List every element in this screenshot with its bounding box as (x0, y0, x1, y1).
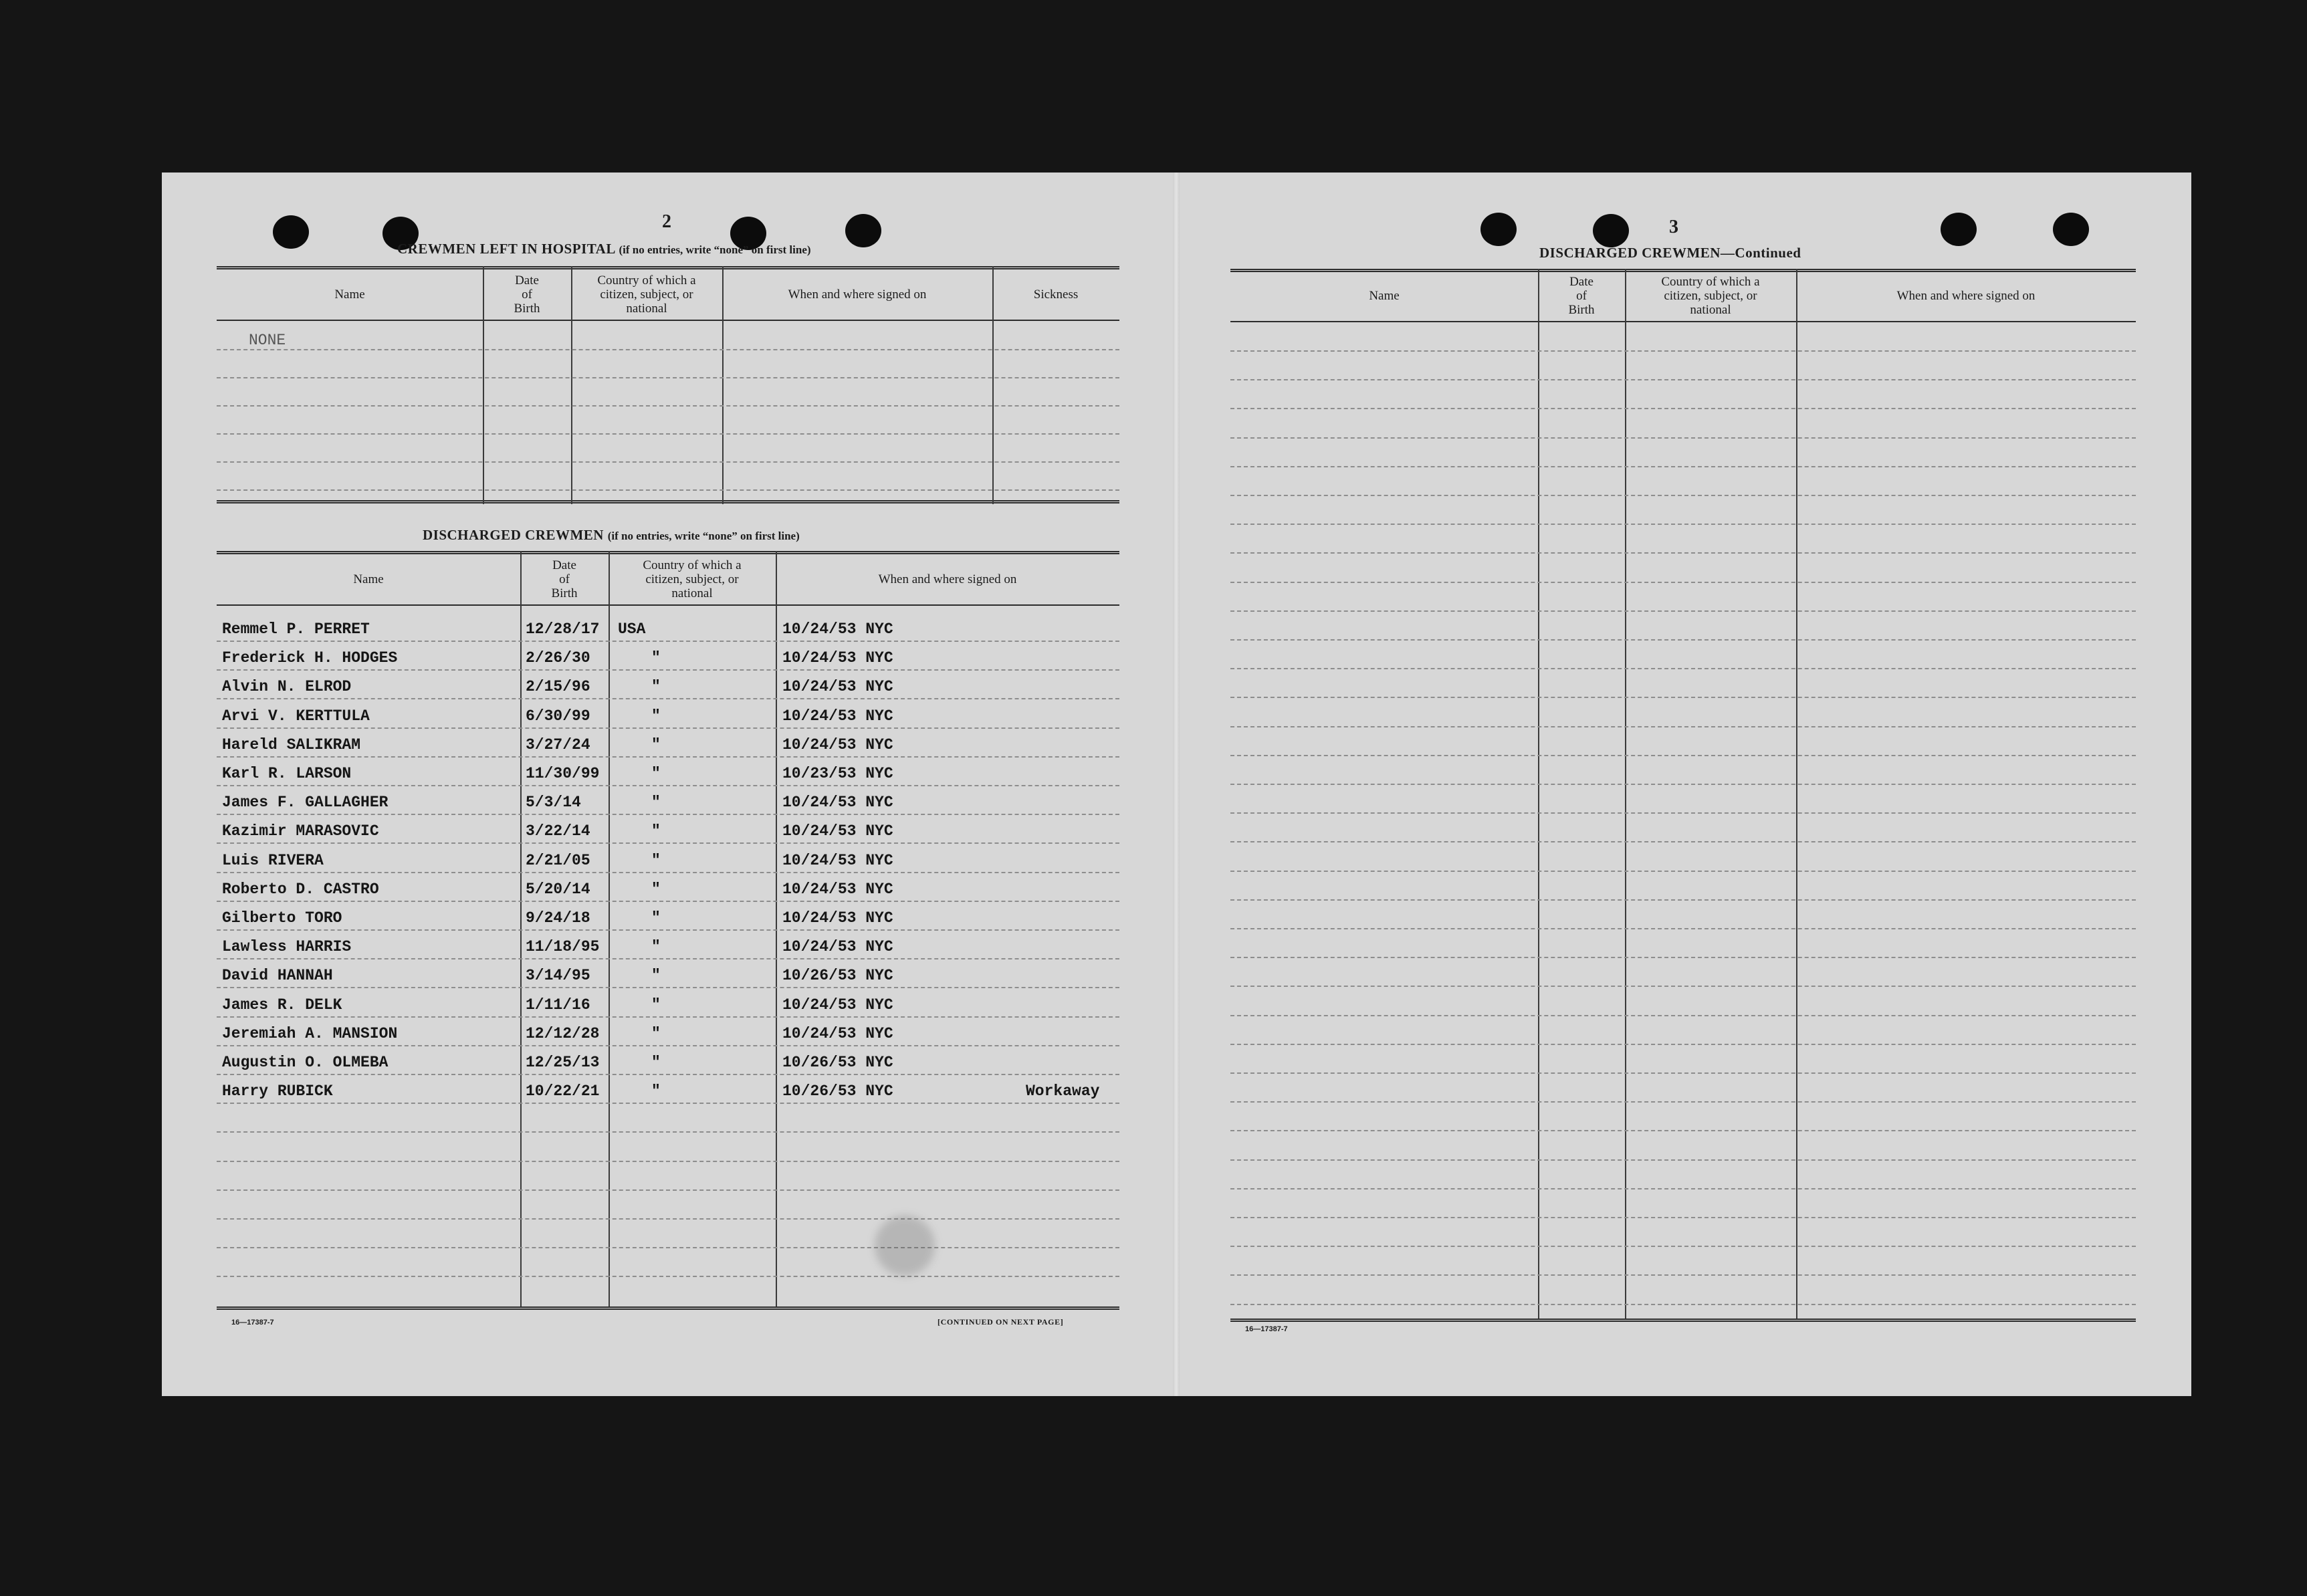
cell-name: Arvi V. KERTTULA (222, 707, 370, 725)
page-number: 3 (1669, 217, 1678, 237)
column-header: Name (1369, 288, 1400, 303)
punch-hole (845, 214, 881, 247)
entry-line (1230, 466, 2136, 467)
entry-line (1230, 1217, 2136, 1218)
hospital-section-title (397, 241, 811, 257)
entry-line (217, 698, 1119, 699)
entry-line (217, 641, 1119, 642)
entry-line (1230, 755, 2136, 756)
cell-dob: 9/24/18 (526, 909, 590, 927)
cell-signed-on: 10/24/53 NYC (782, 909, 893, 927)
column-divider (776, 551, 777, 1306)
column-header: Date of Birth (514, 273, 540, 316)
page-number: 2 (662, 211, 671, 232)
discharged-section-title (423, 527, 800, 544)
cell-signed-on: 10/24/53 NYC (782, 996, 893, 1014)
ink-smudge (875, 1216, 935, 1276)
cell-dob: 3/14/95 (526, 967, 590, 985)
cell-dob: 3/27/24 (526, 735, 590, 754)
cell-dob: 11/30/99 (526, 765, 600, 782)
discharged-title-text: DISCHARGED CREWMEN (423, 527, 604, 543)
continued-note: [CONTINUED ON NEXT PAGE] (938, 1317, 1064, 1327)
entry-line (217, 929, 1119, 931)
cell-dob: 5/20/14 (526, 880, 590, 898)
punch-hole (1593, 214, 1629, 247)
form-number: 16—17387-7 (231, 1319, 274, 1327)
cell-name: Augustin O. OLMEBA (222, 1054, 389, 1071)
entry-line (1230, 1130, 2136, 1131)
column-divider (609, 551, 610, 1306)
punch-hole (1941, 213, 1977, 246)
column-header: Name (353, 572, 384, 586)
cell-country: " (651, 1054, 661, 1071)
entry-line (217, 842, 1119, 844)
cell-country: " (651, 822, 661, 840)
cell-signed-on: 10/24/53 NYC (782, 707, 893, 725)
column-header: Name (334, 287, 365, 302)
cell-country: " (651, 938, 661, 956)
table-rule (1230, 321, 2136, 322)
cell-country: " (651, 1024, 661, 1042)
entry-line (217, 785, 1119, 786)
cell-signed-on: 10/26/53 NYC (782, 1054, 893, 1071)
cell-signed-on: 10/24/53 NYC (782, 678, 893, 696)
cell-dob: 1/11/16 (526, 996, 590, 1014)
cell-signed-on: 10/24/53 NYC (782, 822, 893, 840)
entry-line (1230, 668, 2136, 669)
entry-line (1230, 871, 2136, 872)
cell-name: David HANNAH (222, 967, 333, 985)
table-rule (217, 500, 1119, 503)
entry-line (217, 1161, 1119, 1162)
cell-country: " (651, 707, 661, 725)
punch-hole (273, 215, 309, 249)
cell-dob: 12/12/28 (526, 1024, 600, 1042)
column-divider (1538, 269, 1539, 1319)
cell-dob: 10/22/21 (526, 1082, 600, 1101)
cell-signed-on: 10/24/53 NYC (782, 649, 893, 667)
entry-line (1230, 610, 2136, 612)
column-header: Country of which a citizen, subject, or national (1661, 274, 1760, 317)
column-header: Date of Birth (551, 558, 578, 600)
entry-line (1230, 928, 2136, 929)
cell-name: Kazimir MARASOVIC (222, 822, 379, 840)
form-number: 16—17387-7 (1245, 1325, 1288, 1333)
entry-line (1230, 1304, 2136, 1305)
entry-line (217, 1131, 1119, 1133)
discharged-continued-table (1230, 269, 2136, 1312)
entry-line (217, 377, 1119, 378)
cell-country: " (651, 735, 661, 754)
entry-line (1230, 1274, 2136, 1276)
cell-signed-on: 10/24/53 NYC (782, 880, 893, 898)
entry-line (1230, 1101, 2136, 1103)
entry-line (217, 461, 1119, 463)
column-header: Sickness (1033, 287, 1079, 302)
cell-country: " (651, 649, 661, 667)
cell-name: Harry RUBICK (222, 1082, 333, 1101)
table-rule (217, 1306, 1119, 1310)
cell-country: " (651, 678, 661, 696)
cell-country: " (651, 1082, 661, 1101)
entry-line (1230, 552, 2136, 554)
table-rule (217, 604, 1119, 606)
discharged-table (217, 551, 1119, 1353)
hospital-title-text: CREWMEN LEFT IN HOSPITAL (397, 241, 615, 257)
cell-dob: 11/18/95 (526, 938, 600, 956)
cell-country: " (651, 967, 661, 985)
entry-line (1230, 726, 2136, 727)
entry-line (1230, 784, 2136, 785)
entry-line (217, 958, 1119, 959)
entry-line (217, 1276, 1119, 1277)
cell-name: Frederick H. HODGES (222, 649, 398, 667)
cell-signed-on: 10/24/53 NYC (782, 794, 893, 812)
entry-line (1230, 986, 2136, 987)
column-divider (1625, 269, 1626, 1319)
cell-name: Hareld SALIKRAM (222, 735, 361, 754)
entry-line (1230, 899, 2136, 901)
cell-country: " (651, 996, 661, 1014)
entry-line (1230, 437, 2136, 439)
cell-name: James R. DELK (222, 996, 342, 1014)
cell-country: " (651, 765, 661, 782)
column-header: When and where signed on (1896, 288, 2036, 303)
page-fold (1173, 173, 1180, 1396)
entry-line (1230, 408, 2136, 409)
cell-signed-on: 10/24/53 NYC (782, 851, 893, 869)
entry-line (1230, 957, 2136, 958)
cell-dob: 12/25/13 (526, 1054, 600, 1071)
hospital-entry-none: NONE (249, 332, 286, 349)
table-rule (217, 266, 1119, 269)
table-rule (217, 320, 1119, 321)
table-rule (217, 551, 1119, 554)
cell-name: Alvin N. ELROD (222, 678, 352, 696)
continued-section-title: DISCHARGED CREWMEN—Continued (1539, 245, 1801, 261)
cell-name: James F. GALLAGHER (222, 794, 389, 812)
punch-hole (2053, 213, 2089, 246)
cell-dob: 12/28/17 (526, 620, 600, 638)
entry-line (217, 1045, 1119, 1046)
cell-signed-on: 10/24/53 NYC (782, 620, 893, 638)
entry-line (1230, 350, 2136, 352)
cell-country: " (651, 880, 661, 898)
cell-signed-on: 10/23/53 NYC (782, 765, 893, 782)
cell-dob: 5/3/14 (526, 794, 581, 812)
cell-signed-on: 10/26/53 NYC (782, 1082, 893, 1101)
column-header: Country of which a citizen, subject, or national (643, 558, 742, 600)
entry-line (1230, 1044, 2136, 1045)
hospital-instruction: (if no entries, write “none” on first line) (619, 243, 811, 256)
cell-signed-on: 10/24/53 NYC (782, 735, 893, 754)
hospital-table (217, 266, 1119, 504)
table-rule (1230, 1319, 2136, 1322)
entry-line (1230, 379, 2136, 380)
column-divider (520, 551, 522, 1306)
entry-line (1230, 697, 2136, 698)
entry-line (217, 489, 1119, 491)
entry-line (1230, 1246, 2136, 1247)
cell-country: " (651, 851, 661, 869)
entry-line (1230, 1072, 2136, 1074)
column-header: When and where signed on (788, 287, 927, 302)
entry-line (217, 433, 1119, 435)
column-header: When and where signed on (878, 572, 1017, 586)
entry-line (1230, 495, 2136, 496)
cell-country: USA (618, 620, 646, 638)
cell-dob: 6/30/99 (526, 707, 590, 725)
cell-dob: 2/21/05 (526, 851, 590, 869)
cell-signed-on: 10/24/53 NYC (782, 938, 893, 956)
entry-line (217, 1103, 1119, 1104)
entry-line (217, 987, 1119, 988)
entry-line (217, 1247, 1119, 1248)
cell-name: Gilberto TORO (222, 909, 342, 927)
cell-note: Workaway (1026, 1082, 1100, 1101)
entry-line (217, 1074, 1119, 1075)
cell-dob: 3/22/14 (526, 822, 590, 840)
entry-line (1230, 812, 2136, 814)
column-header: Country of which a citizen, subject, or national (597, 273, 696, 316)
entry-line (217, 727, 1119, 729)
cell-country: " (651, 794, 661, 812)
entry-line (217, 756, 1119, 758)
entry-line (1230, 1159, 2136, 1161)
cell-dob: 2/15/96 (526, 678, 590, 696)
discharged-instruction: (if no entries, write “none” on first line) (607, 530, 800, 542)
entry-line (1230, 582, 2136, 583)
entry-line (217, 349, 1119, 350)
entry-line (217, 405, 1119, 407)
entry-line (217, 669, 1119, 671)
entry-line (217, 1218, 1119, 1220)
cell-signed-on: 10/26/53 NYC (782, 967, 893, 985)
entry-line (1230, 524, 2136, 525)
entry-line (217, 1189, 1119, 1191)
cell-name: Lawless HARRIS (222, 938, 352, 956)
cell-name: Luis RIVERA (222, 851, 324, 869)
entry-line (1230, 639, 2136, 641)
entry-line (217, 901, 1119, 902)
cell-country: " (651, 909, 661, 927)
cell-signed-on: 10/24/53 NYC (782, 1024, 893, 1042)
cell-name: Roberto D. CASTRO (222, 880, 379, 898)
entry-line (1230, 1188, 2136, 1189)
punch-hole (1480, 213, 1517, 246)
manifest-sheet (162, 173, 2191, 1396)
cell-name: Remmel P. PERRET (222, 620, 370, 638)
entry-line (217, 1016, 1119, 1018)
column-header: Date of Birth (1568, 274, 1595, 317)
entry-line (1230, 841, 2136, 842)
cell-name: Karl R. LARSON (222, 765, 352, 782)
entry-line (217, 872, 1119, 873)
entry-line (217, 814, 1119, 815)
entry-line (1230, 1015, 2136, 1016)
cell-name: Jeremiah A. MANSION (222, 1024, 398, 1042)
column-divider (1796, 269, 1797, 1319)
cell-dob: 2/26/30 (526, 649, 590, 667)
